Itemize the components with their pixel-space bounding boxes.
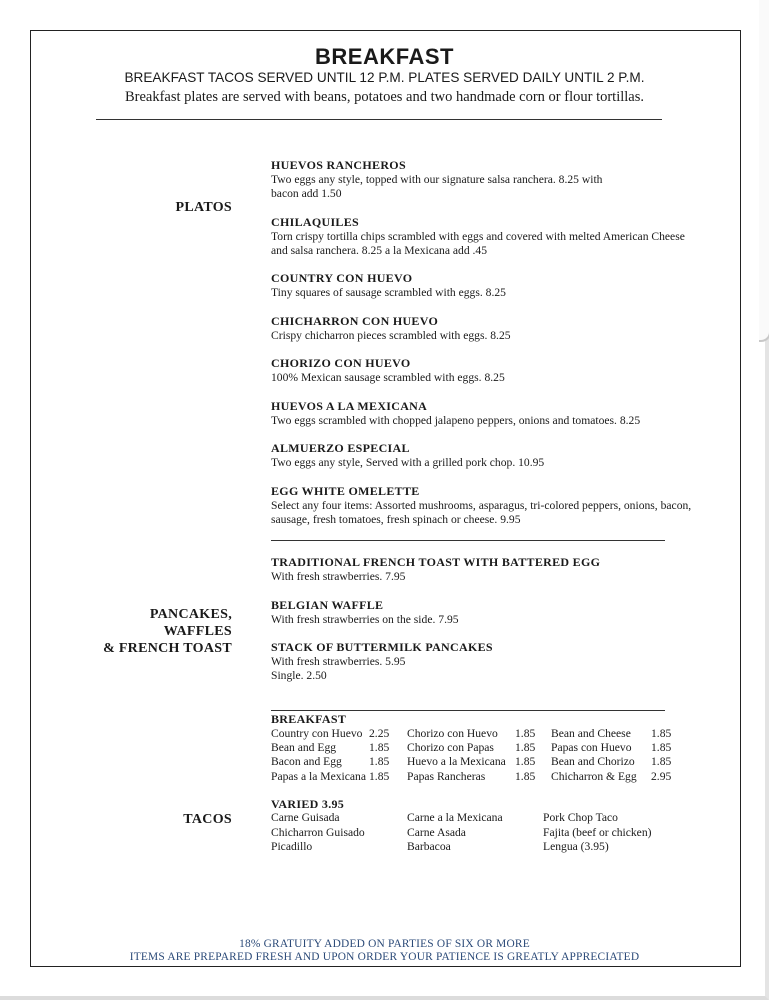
taco-price: 1.85 — [369, 755, 390, 769]
taco-price: 2.25 — [369, 727, 390, 740]
taco-row — [271, 826, 731, 841]
item-name: BREAKFAST — [271, 712, 347, 726]
taco-row — [271, 811, 731, 826]
section-label-platos: PLATOS — [175, 200, 232, 215]
item-name: CHICHARRON CON HUEVO — [271, 314, 439, 328]
section-label-pancakes — [32, 606, 232, 657]
taco-price: 1.85 — [515, 741, 536, 755]
section-label-line: & FRENCH TOAST — [103, 641, 232, 656]
scrollbar-tab[interactable] — [759, 0, 769, 342]
item-description: Tiny squares of sausage scrambled with eggs. 8.25 — [271, 286, 506, 299]
item-description: With fresh strawberries on the side. 7.95 — [271, 613, 459, 626]
taco-row — [271, 770, 731, 784]
item-name: VARIED 3.95 — [271, 797, 345, 811]
taco-price: 1.85 — [651, 741, 672, 755]
taco-name: Pork Chop Taco — [543, 811, 618, 824]
item-name: HUEVOS RANCHEROS — [271, 158, 406, 172]
header-divider — [96, 119, 662, 120]
item-description: Single. 2.50 — [271, 669, 327, 682]
varied-tacos-heading — [271, 797, 721, 812]
taco-name: Carne a la Mexicana — [407, 811, 503, 824]
taco-name: Bacon and Egg — [271, 755, 342, 769]
menu-item — [271, 215, 721, 258]
item-description: Two eggs any style, topped with our signature salsa ranchera. 8.25 with — [271, 173, 603, 186]
item-name: CHORIZO CON HUEVO — [271, 356, 411, 370]
taco-name: Papas a la Mexicana — [271, 769, 366, 783]
taco-name: Papas Rancheras — [407, 769, 486, 783]
taco-row — [271, 840, 731, 855]
taco-price: 1.85 — [651, 755, 672, 769]
taco-price: 1.85 — [515, 727, 536, 740]
item-description: sausage, fresh tomatoes, fresh spinach or cheese. 9.95 — [271, 513, 521, 526]
taco-price: 1.85 — [515, 769, 536, 783]
section-label-line: WAFFLES — [163, 624, 232, 639]
taco-row — [271, 755, 731, 769]
taco-price: 1.85 — [369, 769, 390, 783]
taco-name: Papas con Huevo — [551, 741, 632, 755]
section-label-line: PANCAKES, — [149, 607, 232, 622]
menu-item — [271, 399, 721, 428]
taco-price: 2.95 — [651, 769, 672, 783]
menu-item — [271, 314, 721, 343]
gratuity-note: 18% GRATUITY ADDED ON PARTIES OF SIX OR MORE — [239, 938, 530, 950]
item-name: ALMUERZO ESPECIAL — [271, 441, 410, 455]
item-description: bacon add 1.50 — [271, 187, 342, 200]
taco-row — [271, 741, 731, 755]
menu-item — [271, 598, 721, 627]
item-name: TRADITIONAL FRENCH TOAST WITH BATTERED EGG — [271, 555, 601, 569]
section-divider — [271, 710, 665, 711]
freshness-note: ITEMS ARE PREPARED FRESH AND UPON ORDER YOUR PATIENCE IS GREATLY APPRECIATED — [129, 951, 640, 963]
serving-hours: BREAKFAST TACOS SERVED UNTIL 12 P.M. PLATES SERVED DAILY UNTIL 2 P.M. — [124, 70, 645, 85]
item-description: Two eggs any style, Served with a grilled pork chop. 10.95 — [271, 456, 545, 469]
item-name: CHILAQUILES — [271, 215, 359, 229]
section-label-tacos: TACOS — [183, 812, 232, 827]
taco-row — [271, 727, 731, 741]
taco-name: Picadillo — [271, 840, 313, 853]
plates-note: Breakfast plates are served with beans, potatoes and two handmade corn or flour tortillas. — [124, 89, 644, 105]
taco-name: Chicharron & Egg — [551, 769, 637, 783]
taco-name: Bean and Cheese — [551, 727, 631, 740]
taco-name: Lengua (3.95) — [543, 840, 609, 853]
taco-name: Bean and Chorizo — [551, 755, 635, 769]
menu-item — [271, 484, 721, 527]
taco-price: 1.85 — [369, 741, 390, 755]
item-description: Torn crispy tortilla chips scrambled with eggs and covered with melted American Cheese — [271, 230, 685, 243]
taco-name: Fajita (beef or chicken) — [543, 825, 652, 839]
menu-item — [271, 441, 721, 470]
item-name: BELGIAN WAFFLE — [271, 598, 384, 612]
taco-name: Country con Huevo — [271, 727, 363, 740]
taco-price: 1.85 — [651, 727, 672, 740]
item-name: COUNTRY CON HUEVO — [271, 271, 413, 285]
item-description: With fresh strawberries. 7.95 — [271, 570, 406, 583]
taco-name: Barbacoa — [407, 840, 451, 853]
page-title: BREAKFAST — [315, 44, 454, 69]
item-description: Select any four items: Assorted mushrooms, asparagus, tri-colored peppers, onions, bacon, — [271, 499, 692, 512]
menu-item — [271, 271, 721, 300]
item-description: With fresh strawberries. 5.95 — [271, 655, 406, 668]
taco-name: Chicharron Guisado — [271, 825, 365, 839]
item-name: STACK OF BUTTERMILK PANCAKES — [271, 640, 493, 654]
taco-price: 1.85 — [515, 755, 536, 769]
item-name: HUEVOS A LA MEXICANA — [271, 399, 428, 413]
item-description: Two eggs scrambled with chopped jalapeno peppers, onions and tomatoes. 8.25 — [271, 414, 641, 427]
section-divider — [271, 540, 665, 541]
item-description: Crispy chicharron pieces scrambled with eggs. 8.25 — [271, 329, 511, 342]
taco-name: Bean and Egg — [271, 741, 337, 755]
breakfast-tacos-list — [271, 727, 731, 784]
taco-name: Carne Asada — [407, 825, 466, 839]
breakfast-tacos-heading — [271, 712, 721, 727]
taco-name: Carne Guisada — [271, 811, 340, 824]
item-name: EGG WHITE OMELETTE — [271, 484, 420, 498]
menu-item — [271, 640, 721, 683]
item-description: and salsa ranchera. 8.25 a la Mexicana add .45 — [271, 244, 488, 257]
varied-tacos-list — [271, 811, 731, 855]
taco-name: Chorizo con Papas — [407, 741, 494, 755]
menu-item — [271, 555, 721, 584]
menu-item — [271, 158, 721, 201]
taco-name: Huevo a la Mexicana — [407, 755, 506, 769]
taco-name: Chorizo con Huevo — [407, 727, 498, 740]
menu-item — [271, 356, 721, 385]
item-description: 100% Mexican sausage scrambled with eggs. 8.25 — [271, 371, 505, 384]
